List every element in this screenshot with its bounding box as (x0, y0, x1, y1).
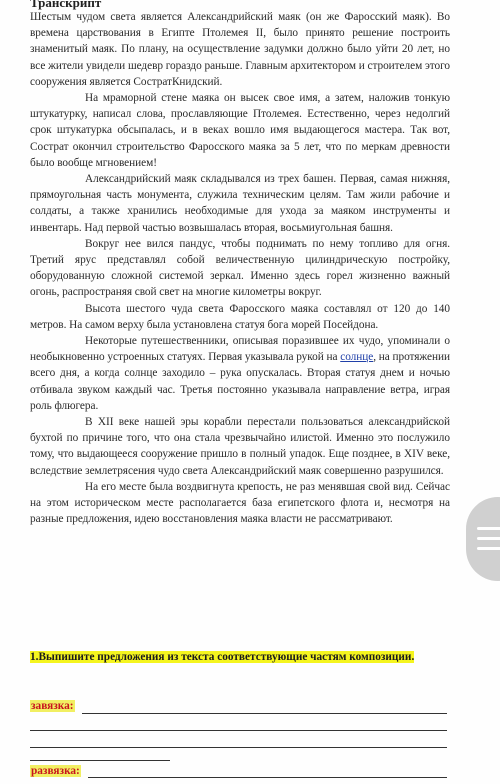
paragraph-4: Вокруг нее вился пандус, чтобы поднимать по нему топливо для огня. Третий ярус представлял собой величественную цилиндрическую постройку, оборудованную сложной системой зеркал. Именно здесь горел жизненно важный огонь, распространяя свой свет на многие километры вокруг. (30, 237, 450, 299)
document-title: Транскрипт (30, 0, 102, 10)
paragraph-6 (30, 333, 450, 414)
label-razvyazka: развязка: (31, 765, 80, 777)
transcript-text (30, 9, 450, 528)
answer-line-5[interactable] (88, 777, 447, 778)
paragraph-6-start: Некоторые путешественники, описывая поразившее их чудо, упоминали о необыкновенно устроенных статуях. Первая указывала рукой на (30, 335, 450, 364)
label-zavyazka: завязка: (31, 700, 74, 712)
paragraph-5: Высота шестого чуда света Фаросского маяка составлял от 120 до 140 метров. На самом верху была установлена статуя бога морей Посейдона. (30, 302, 450, 331)
sun-link[interactable]: солнце (340, 351, 374, 364)
answer-line-3[interactable] (30, 747, 447, 748)
task-text: 1.Выпишите предложения из текста соответствующие частям композиции. (30, 651, 415, 663)
paragraph-1: Шестым чудом света является Александрийский маяк (он же Фаросский маяк). Во времена царствования в Египте Птолемея II, было принято решение построить знаменитый маяк. По плану, на осуществление задумки должно было уйти 20 лет, но все жители увидели шедевр гораздо раньше. Главным архитектором и строителем этого сооружения является СостратКнидский. (30, 11, 450, 88)
answer-line-4[interactable] (30, 760, 170, 761)
answer-line-1[interactable] (82, 713, 447, 714)
answer-line-2[interactable] (30, 730, 447, 731)
scroll-button[interactable] (466, 497, 500, 581)
paragraph-6-end: , на протяжении всего дня, а когда солнце заходило – рука опускалась. Вторая статуя днем и ночью отбивала звуком каждый час. Третья постоянно указывала направление ветра, играя роль флюгера. (30, 351, 450, 412)
paragraph-3: Александрийский маяк складывался из трех башен. Первая, самая нижняя, прямоугольная часть монумента, служила техническим целям. Там жили рабочие и солдаты, а также хранились необходимые для ухода за маяком инструменты и инвентарь. Над первой частью возвышалась вторая, восьмиугольная башня. (30, 173, 450, 234)
paragraph-7: В XII веке нашей эры корабли перестали пользоваться александрийской бухтой по причине того, что она стала чрезвычайно илистой. Именно это послужило тому, что выдающееся сооружение пришло в полный упадок. Еще позднее, в XIV веке, вследствие землетрясения чудо света Александрийский маяк совершенно разрушился. (30, 416, 450, 477)
paragraph-8: На его месте была воздвигнута крепость, не раз менявшая свой вид. Сейчас на этом историческом месте располагается база египетского флота и, несмотря на разные предложения, идею восстановления маяка власти не рассматривают. (30, 480, 450, 526)
task-instruction (30, 649, 450, 666)
paragraph-2: На мраморной стене маяка он высек свое имя, а затем, наложив тонкую штукатурку, написал слова, прославляющие Птолемея. Естественно, через недолгий срок штукатурка обсыпалась, и в веках вошло имя выдающегося мастера. Так вот, Сострат окончил строительство Фаросского маяка за 5 лет, что по меркам древности было вообще мгновением! (30, 92, 450, 169)
